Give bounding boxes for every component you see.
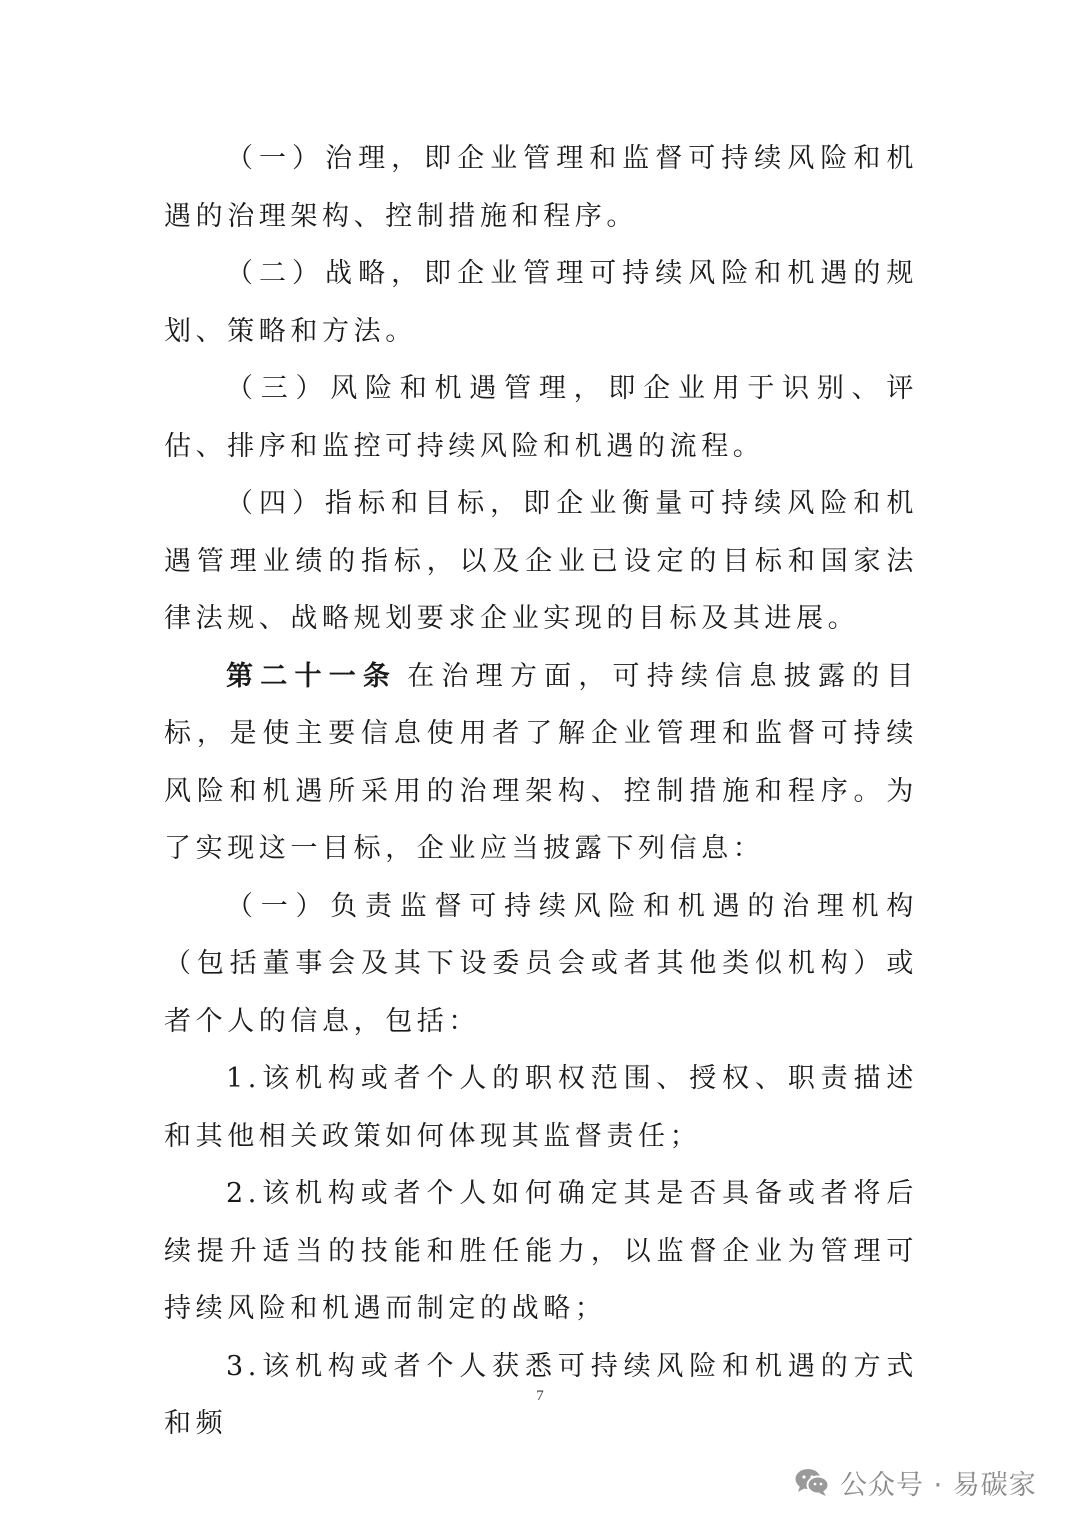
paragraph-metrics-targets: （四）指标和目标，即企业衡量可持续风险和机遇管理业绩的指标，以及企业已设定的目标和国家法律法规、战略规划要求企业实现的目标及其进展。 [164, 488, 918, 634]
document-body [164, 130, 918, 1453]
paragraph-governance: （一）治理，即企业管理和监督可持续风险和机遇的治理架构、控制措施和程序。 [164, 143, 918, 232]
paragraph-item-1: 1.该机构或者个人的职权范围、授权、职责描述和其他相关政策如何体现其监督责任； [164, 1063, 918, 1152]
paragraph-risk-management: （三）风险和机遇管理，即企业用于识别、评估、排序和监控可持续风险和机遇的流程。 [164, 373, 918, 462]
paragraph-item-2: 2.该机构或者个人如何确定其是否具备或者将后续提升适当的技能和胜任能力，以监督企业为管理可持续风险和机遇而制定的战略； [164, 1178, 918, 1324]
paragraph-item-3: 3.该机构或者个人获悉可持续风险和机遇的方式和频 [164, 1350, 918, 1439]
article-title: 第二十一条 [226, 660, 398, 692]
wechat-icon [794, 1467, 830, 1497]
watermark [794, 1457, 1037, 1507]
paragraph-article-21: 第二十一条 在治理方面，可持续信息披露的目标，是使主要信息使用者了解企业管理和监督可持续风险和机遇所采用的治理架构、控制措施和程序。为了实现这一目标，企业应当披露下列信息： [164, 660, 919, 864]
page-number: 7 [536, 1388, 544, 1404]
paragraph-governance-body: （一）负责监督可持续风险和机遇的治理机构（包括董事会及其下设委员会或者其他类似机构）或者个人的信息，包括： [164, 890, 918, 1037]
watermark-text: 公众号 · 易碳家 [840, 1469, 1037, 1501]
paragraph-strategy: （二）战略，即企业管理可持续风险和机遇的规划、策略和方法。 [164, 258, 918, 347]
